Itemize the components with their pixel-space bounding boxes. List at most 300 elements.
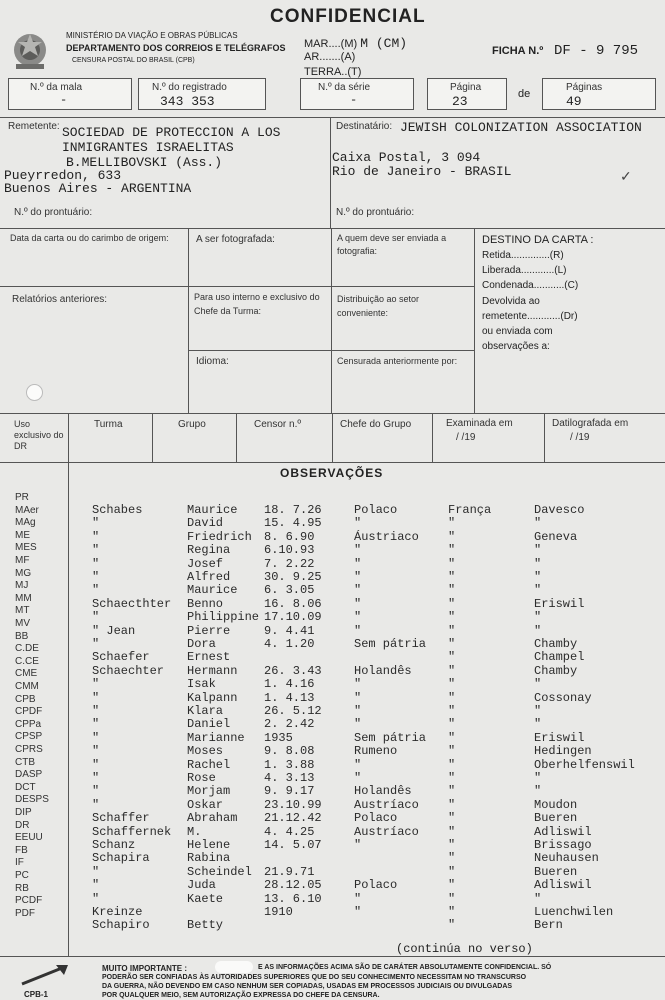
row-given-name: Betty xyxy=(187,918,224,933)
row-locality: " xyxy=(534,570,542,584)
row-nationality: Sem pátria xyxy=(354,730,427,745)
rule xyxy=(188,350,474,351)
side-code: BB xyxy=(15,630,29,642)
continua-note: (continúa no verso) xyxy=(396,942,533,956)
row-nationality: " xyxy=(354,717,362,732)
side-code: PC xyxy=(15,870,29,881)
row-birth-date: 26. 5.12 xyxy=(264,704,322,718)
row-locality: Oberhelfenswil xyxy=(534,757,635,772)
relatorios-label: Relatórios anteriores: xyxy=(12,294,108,305)
row-surname: " xyxy=(92,570,100,584)
row-residence-country: " xyxy=(448,757,456,772)
side-code: DASP xyxy=(15,769,43,781)
side-code: MG xyxy=(15,567,32,579)
row-surname: Schaffer xyxy=(92,811,150,826)
side-code: MJ xyxy=(15,580,29,592)
recipient-label: Destinatário: xyxy=(336,121,393,132)
row-birth-date: 14. 5.07 xyxy=(264,838,322,852)
registrado-value: 343 353 xyxy=(160,94,215,109)
side-code: CPPa xyxy=(15,718,42,730)
rule xyxy=(330,117,331,228)
row-birth-date: 26. 3.43 xyxy=(264,663,322,678)
paginas-label: Páginas xyxy=(566,82,603,93)
sender-line-1: SOCIEDAD DE PROTECCION A LOS xyxy=(62,125,281,140)
row-given-name: Rachel xyxy=(187,757,231,772)
examinada-label: Examinada em xyxy=(446,418,513,429)
recipient-address-2: Rio de Janeiro - BRASIL xyxy=(332,164,512,179)
row-given-name: Kaete xyxy=(187,891,224,906)
row-given-name: David xyxy=(187,516,224,531)
mala-value: - xyxy=(60,93,68,107)
censurada-label: Censurada anteriormente por: xyxy=(337,356,458,366)
coat-of-arms-emblem xyxy=(8,30,52,72)
row-surname: " xyxy=(92,784,100,799)
row-residence-country: França xyxy=(448,503,492,517)
destino-remetente: remetente............(Dr) xyxy=(482,311,578,322)
row-locality: Brissago xyxy=(534,838,592,852)
row-surname: " xyxy=(92,717,100,732)
row-surname: Schaecthter xyxy=(92,596,172,611)
row-locality: " xyxy=(534,543,542,558)
fotografada-label: A ser fotografada: xyxy=(196,234,275,245)
form-code: CPB-1 xyxy=(24,990,49,999)
route-mar: MAR....(M) M (CM) xyxy=(304,36,408,51)
row-birth-date: 23.10.99 xyxy=(264,797,322,812)
row-surname: " xyxy=(92,690,100,705)
row-surname: Schapiro xyxy=(92,918,150,933)
row-given-name: Regina xyxy=(187,543,231,558)
row-locality: " xyxy=(534,516,542,531)
sender-prontuario-label: N.º do prontuário: xyxy=(14,207,93,218)
destino-ou-enviada: ou enviada com xyxy=(482,326,553,337)
row-birth-date: 18. 7.26 xyxy=(264,503,322,517)
side-code: MAer xyxy=(15,504,39,516)
row-birth-date: 1. 3.88 xyxy=(264,757,315,772)
row-residence-country: " xyxy=(448,663,456,678)
rule xyxy=(68,413,69,462)
examinada-date: / /19 xyxy=(456,432,476,443)
side-code: MT xyxy=(15,605,30,617)
row-nationality: Polaco xyxy=(354,811,398,826)
row-surname: " xyxy=(92,529,100,544)
row-residence-country: " xyxy=(448,610,456,625)
row-nationality: " xyxy=(354,771,362,785)
row-given-name: Oskar xyxy=(187,797,224,812)
row-locality: " xyxy=(534,583,542,598)
row-nationality: Áustriaco xyxy=(354,529,419,544)
rule xyxy=(0,956,665,957)
notice-line-1: E AS INFORMAÇÕES ACIMA SÃO DE CARÁTER ABSOLUTAMENTE CONFIDENCIAL. SÓ xyxy=(258,964,552,971)
row-residence-country: " xyxy=(448,717,456,732)
rule xyxy=(332,413,333,462)
rule xyxy=(188,286,474,287)
row-birth-date: 9. 9.17 xyxy=(264,784,315,799)
censor-label: Censor n.º xyxy=(254,419,302,430)
row-surname: Schaefer xyxy=(92,650,150,665)
row-nationality: " xyxy=(354,556,362,571)
row-nationality: " xyxy=(354,583,362,598)
row-given-name: Daniel xyxy=(187,717,231,732)
notice-title: MUITO IMPORTANTE : xyxy=(102,964,188,973)
row-birth-date: 1. 4.13 xyxy=(264,690,315,705)
row-birth-date: 28.12.05 xyxy=(264,878,322,893)
row-residence-country: " xyxy=(448,905,456,919)
enviada-foto-label: A quem deve ser enviada a fotografia: xyxy=(337,233,447,256)
row-nationality: Holandês xyxy=(354,784,412,799)
sender-line-5: Buenos Aires - ARGENTINA xyxy=(4,181,192,196)
chefe-grupo-label: Chefe do Grupo xyxy=(340,419,412,430)
row-residence-country: " xyxy=(448,596,456,611)
ficha-number: DF - 9 795 xyxy=(554,43,639,59)
punch-hole xyxy=(26,384,43,401)
row-birth-date: 2. 2.42 xyxy=(264,717,315,732)
row-locality: Chamby xyxy=(534,637,578,651)
row-birth-date: 16. 8.06 xyxy=(264,596,322,611)
registrado-label: N.º do registrado xyxy=(152,82,227,93)
rule xyxy=(544,413,545,462)
row-surname: " xyxy=(92,610,100,625)
row-given-name: Marianne xyxy=(187,730,245,745)
row-locality: " xyxy=(534,771,542,785)
rule xyxy=(0,228,665,229)
row-given-name: M. xyxy=(187,824,202,839)
side-code: DCT xyxy=(15,781,36,793)
row-residence-country: " xyxy=(448,704,456,718)
row-locality: Bern xyxy=(534,918,563,933)
rule xyxy=(331,228,332,413)
row-surname: " xyxy=(92,744,100,759)
row-birth-date: 7. 2.22 xyxy=(264,556,315,571)
row-given-name: Ernest xyxy=(187,650,231,665)
row-surname: " xyxy=(92,516,100,531)
row-given-name: Dora xyxy=(187,637,216,651)
row-birth-date: 9. 4.41 xyxy=(264,623,315,638)
row-nationality: Rumeno xyxy=(354,744,398,759)
destino-condenada: Condenada...........(C) xyxy=(482,280,579,291)
row-given-name: Friedrich xyxy=(187,529,252,544)
side-code: CPB xyxy=(15,693,36,705)
margin-mark: ✓ xyxy=(620,168,632,184)
row-nationality: " xyxy=(354,610,362,625)
grupo-label: Grupo xyxy=(178,419,206,430)
row-nationality: " xyxy=(354,891,362,906)
recipient-address-1: Caixa Postal, 3 094 xyxy=(332,150,481,165)
row-locality: " xyxy=(534,610,542,625)
row-surname: Schanz xyxy=(92,838,136,852)
row-residence-country: " xyxy=(448,623,456,638)
row-residence-country: " xyxy=(448,811,456,826)
observacoes-title: OBSERVAÇÕES xyxy=(280,466,384,480)
row-birth-date: 21.9.71 xyxy=(264,864,315,879)
row-surname: " xyxy=(92,878,100,893)
row-birth-date: 9. 8.08 xyxy=(264,744,315,759)
row-given-name: Rose xyxy=(187,771,216,785)
recipient-name: JEWISH COLONIZATION ASSOCIATION xyxy=(400,120,642,135)
row-birth-date: 15. 4.95 xyxy=(264,516,322,531)
arrow-icon xyxy=(18,962,70,986)
side-code: FB xyxy=(15,844,28,856)
mala-label: N.º da mala xyxy=(30,82,83,93)
row-birth-date: 6. 3.05 xyxy=(264,583,315,598)
sender-label: Remetente: xyxy=(8,121,60,132)
row-birth-date: 6.10.93 xyxy=(264,543,315,558)
recipient-prontuario-label: N.º do prontuário: xyxy=(336,207,415,218)
row-given-name: Isak xyxy=(187,677,216,692)
side-code: MAg xyxy=(15,517,36,529)
datilografada-date: / /19 xyxy=(570,432,590,443)
row-surname: Schaechter xyxy=(92,663,165,678)
row-residence-country: " xyxy=(448,690,456,705)
row-birth-date: 30. 9.25 xyxy=(264,570,322,584)
row-birth-date: 1910 xyxy=(264,905,293,919)
row-surname: " xyxy=(92,583,100,598)
row-given-name: Helene xyxy=(187,838,231,852)
row-residence-country: " xyxy=(448,730,456,745)
side-code: MM xyxy=(15,592,32,604)
row-residence-country: " xyxy=(448,771,456,785)
side-code: CTB xyxy=(15,756,35,768)
row-residence-country: " xyxy=(448,891,456,906)
row-residence-country: " xyxy=(448,516,456,531)
row-locality: " xyxy=(534,717,542,732)
row-given-name: Josef xyxy=(187,556,224,571)
department-name: DEPARTAMENTO DOS CORREIOS E TELÉGRAFOS xyxy=(66,43,286,53)
uso-interno-label: Para uso interno e exclusivo do Chefe da Turma: xyxy=(194,292,320,316)
row-nationality: " xyxy=(354,757,362,772)
row-given-name: Moses xyxy=(187,744,224,759)
serie-label: N.º da série xyxy=(318,82,371,93)
row-birth-date: 1935 xyxy=(264,730,293,745)
sender-line-4: Pueyrredon, 633 xyxy=(4,168,122,183)
notice-line-3: DA GUERRA, NÃO DEVENDO EM CASO NENHUM SER COPIADAS, USADAS EM PROCESSOS JUDICIAIS OU DIVULGADAS xyxy=(102,983,513,990)
row-birth-date: 21.12.42 xyxy=(264,811,322,826)
row-locality: Champel xyxy=(534,650,585,665)
row-nationality: " xyxy=(354,570,362,584)
row-birth-date: 8. 6.90 xyxy=(264,529,315,544)
datilografada-label: Datilografada em xyxy=(552,418,629,429)
side-code: MV xyxy=(15,618,30,629)
row-birth-date: 17.10.09 xyxy=(264,610,322,625)
side-code: CPSP xyxy=(15,731,43,743)
row-nationality: Holandês xyxy=(354,663,412,678)
side-code: DIP xyxy=(15,807,32,818)
row-surname: " xyxy=(92,677,100,692)
row-residence-country: " xyxy=(448,650,456,665)
row-nationality: " xyxy=(354,677,362,692)
row-residence-country: " xyxy=(448,797,456,812)
row-residence-country: " xyxy=(448,744,456,759)
destino-liberada: Liberada............(L) xyxy=(482,265,567,276)
row-residence-country: " xyxy=(448,918,456,933)
uso-exclusivo-label: Uso exclusivo do DR xyxy=(14,419,64,451)
row-locality: Davesco xyxy=(534,503,585,517)
row-locality: Geneva xyxy=(534,529,578,544)
row-given-name: Alfred xyxy=(187,570,231,584)
row-surname: " xyxy=(92,891,100,906)
row-surname: Schapira xyxy=(92,851,150,866)
row-locality: " xyxy=(534,677,542,692)
row-given-name: Kalpann xyxy=(187,690,238,705)
row-residence-country: " xyxy=(448,637,456,651)
row-nationality: Polaco xyxy=(354,503,398,517)
route-ar: AR.......(A) xyxy=(304,51,356,63)
row-locality: Moudon xyxy=(534,797,578,812)
side-code: IF xyxy=(15,857,24,869)
row-locality: Eriswil xyxy=(534,730,585,745)
row-surname: " xyxy=(92,864,100,879)
ficha-label: FICHA N.º xyxy=(492,45,544,57)
row-birth-date: 13. 6.10 xyxy=(264,891,322,906)
row-surname: " xyxy=(92,556,100,571)
row-locality: Neuhausen xyxy=(534,851,599,866)
row-locality: Cossonay xyxy=(534,690,592,705)
row-residence-country: " xyxy=(448,677,456,692)
side-code: DR xyxy=(15,819,30,831)
row-locality: Bueren xyxy=(534,864,578,879)
side-code: C.DE xyxy=(15,643,39,655)
row-nationality: Austríaco xyxy=(354,797,419,812)
side-code: PDF xyxy=(15,907,35,919)
idioma-label: Idioma: xyxy=(196,356,229,367)
row-locality: " xyxy=(534,704,542,718)
row-locality: " xyxy=(534,556,542,571)
row-surname: " Jean xyxy=(92,623,136,638)
row-birth-date: 4. 3.13 xyxy=(264,771,315,785)
row-nationality: " xyxy=(354,596,362,611)
row-residence-country: " xyxy=(448,570,456,584)
rule xyxy=(432,413,433,462)
rule xyxy=(152,413,153,462)
side-code: EEUU xyxy=(15,832,43,844)
row-given-name: Klara xyxy=(187,704,224,718)
pagina-label: Página xyxy=(450,82,482,93)
row-locality: Hedingen xyxy=(534,744,592,759)
row-birth-date: 4. 1.20 xyxy=(264,637,315,651)
row-given-name: Maurice xyxy=(187,503,238,517)
row-locality: Eriswil xyxy=(534,596,585,611)
rule xyxy=(474,228,475,413)
distribuicao-label: Distribuição ao setor conveniente: xyxy=(337,294,420,318)
row-nationality: " xyxy=(354,905,362,919)
row-given-name: Morjam xyxy=(187,784,231,799)
ministry-name: MINISTÉRIO DA VIAÇÃO E OBRAS PÚBLICAS xyxy=(66,31,238,40)
turma-label: Turma xyxy=(94,419,123,430)
destino-retida: Retida..............(R) xyxy=(482,250,564,261)
row-surname: " xyxy=(92,730,100,745)
row-residence-country: " xyxy=(448,838,456,852)
destino-observacoes: observações a: xyxy=(482,341,550,352)
redaction-blob xyxy=(215,961,253,973)
side-code: RB xyxy=(15,882,29,894)
notice-line-4: POR QUALQUER MEIO, SEM AUTORIZAÇÃO EXPRESSA DO CHEFE DA CENSURA. xyxy=(102,992,380,999)
row-surname: Kreinze xyxy=(92,905,143,919)
side-code: MES xyxy=(15,542,37,554)
rule xyxy=(0,117,665,118)
sender-line-2: INMIGRANTES ISRAELITAS xyxy=(62,140,234,155)
data-carta-label: Data da carta ou do carimbo de origem: xyxy=(10,233,169,243)
side-code: PR xyxy=(15,492,29,503)
row-surname: " xyxy=(92,637,100,651)
row-nationality: " xyxy=(354,516,362,531)
row-given-name: Maurice xyxy=(187,583,238,598)
row-residence-country: " xyxy=(448,784,456,799)
side-code: CME xyxy=(15,668,38,680)
row-given-name: Scheindel xyxy=(187,864,252,879)
row-locality: Adliswil xyxy=(534,824,592,839)
row-nationality: " xyxy=(354,543,362,558)
row-residence-country: " xyxy=(448,556,456,571)
row-locality: Adliswil xyxy=(534,878,592,893)
side-code: PCDF xyxy=(15,895,43,907)
row-residence-country: " xyxy=(448,824,456,839)
row-nationality: Austríaco xyxy=(354,824,419,839)
row-residence-country: " xyxy=(448,864,456,879)
row-residence-country: " xyxy=(448,543,456,558)
row-nationality: Polaco xyxy=(354,878,398,893)
side-code: C.CE xyxy=(15,655,39,667)
rule xyxy=(68,462,69,956)
row-residence-country: " xyxy=(448,583,456,598)
row-surname: Schaffernek xyxy=(92,824,172,839)
censorship-name: CENSURA POSTAL DO BRASIL (CPB) xyxy=(72,57,195,64)
rule xyxy=(188,228,189,413)
row-nationality: Sem pátria xyxy=(354,637,427,651)
row-locality: " xyxy=(534,891,542,906)
rule xyxy=(0,462,665,463)
route-terra: TERRA..(T) xyxy=(304,66,362,78)
rule xyxy=(236,413,237,462)
row-given-name: Abraham xyxy=(187,811,238,826)
row-locality: Luenchwilen xyxy=(534,905,614,919)
side-code: MF xyxy=(15,555,30,566)
notice-line-2: PODERÃO SER CONFIADAS ÀS AUTORIDADES SUPERIORES QUE DO SEU CONHECIMENTO NECESSITAM NO TRANSCURSO xyxy=(102,974,527,981)
row-given-name: Philippine xyxy=(187,610,260,625)
row-surname: " xyxy=(92,771,100,785)
side-code: CMM xyxy=(15,681,39,692)
row-given-name: Rabina xyxy=(187,851,231,866)
row-residence-country: " xyxy=(448,529,456,544)
form-title: CONFIDENCIAL xyxy=(270,6,426,27)
row-given-name: Juda xyxy=(187,878,216,893)
row-locality: " xyxy=(534,784,542,799)
sender-line-3: B.MELLIBOVSKI (Ass.) xyxy=(66,155,223,170)
paginas-value: 49 xyxy=(566,94,582,109)
row-surname: " xyxy=(92,757,100,772)
row-birth-date: 4. 4.25 xyxy=(264,824,315,839)
row-locality: Chamby xyxy=(534,663,578,678)
side-code: DESPS xyxy=(15,794,49,806)
row-locality: Bueren xyxy=(534,811,578,826)
destino-devolvida: Devolvida ao xyxy=(482,296,540,307)
side-code: CPDF xyxy=(15,706,43,718)
destino-title: DESTINO DA CARTA : xyxy=(482,234,594,246)
row-locality: " xyxy=(534,623,542,638)
serie-value: - xyxy=(350,93,358,107)
row-nationality: " xyxy=(354,623,362,638)
row-nationality: " xyxy=(354,838,362,852)
rule xyxy=(0,286,188,287)
row-surname: " xyxy=(92,543,100,558)
row-given-name: Pierre xyxy=(187,623,231,638)
row-surname: Schabes xyxy=(92,503,143,517)
side-code: ME xyxy=(15,529,30,541)
row-birth-date: 1. 4.16 xyxy=(264,677,315,692)
de-label: de xyxy=(518,88,531,100)
row-nationality: " xyxy=(354,690,362,705)
row-nationality: " xyxy=(354,704,362,718)
pagina-value: 23 xyxy=(452,94,468,109)
row-surname: " xyxy=(92,797,100,812)
